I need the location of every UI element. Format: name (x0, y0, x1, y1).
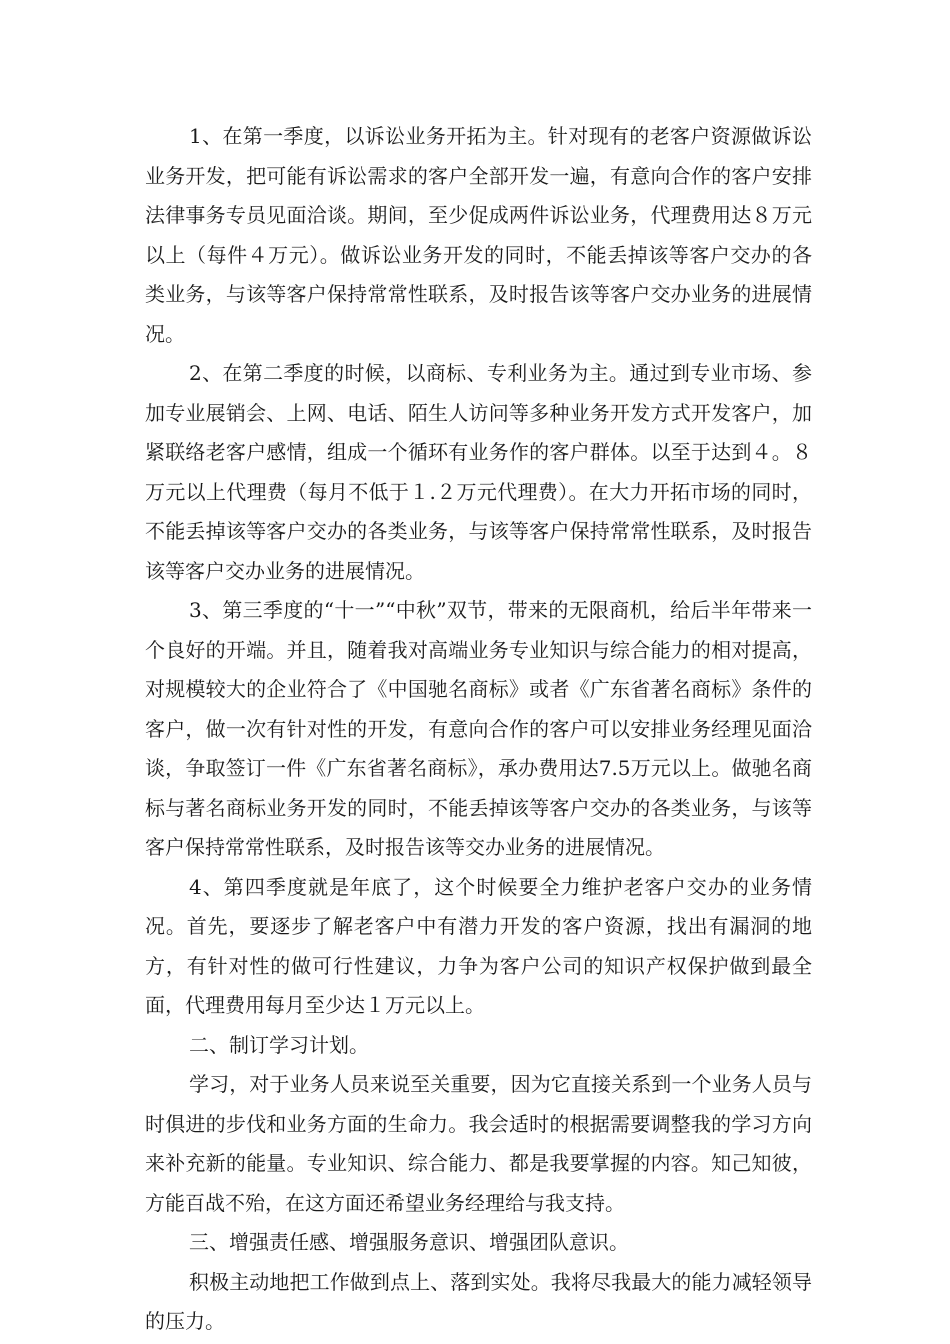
paragraph-q3-plan: 3、第三季度的“十一”“中秋”双节，带来的无限商机，给后半年带来一个良好的开端。并且，随着我对高端业务专业知识与综合能力的相对提高，对规模较大的企业符合了《中国驰名商标》或者《广东省著名商标》条件的客户，做一次有针对性的开发，有意向合作的客户可以安排业务经理见面洽谈，争取签订一件《广东省著名商标》，承办费用达7.5万元以上。做驰名商标与著名商标业务开发的同时，不能丢掉该等客户交办的各类业务，与该等客户保持常常性联系，及时报告该等交办业务的进展情况。 (145, 598, 812, 859)
section-heading-study-plan: 二、制订学习计划。 (189, 1032, 369, 1057)
paragraph-study-plan: 学习，对于业务人员来说至关重要，因为它直接关系到一个业务人员与时俱进的步伐和业务方面的生命力。我会适时的根据需要调整我的学习方向来补充新的能量。专业知识、综合能力、都是我要掌握的内容。知己知彼，方能百战不殆，在这方面还希望业务经理给与我支持。 (145, 1072, 812, 1215)
paragraph-q2-plan: 2、在第二季度的时候，以商标、专利业务为主。通过到专业市场、参加专业展销会、上网、电话、陌生人访问等多种业务开发方式开发客户，加紧联络老客户感情，组成一个循环有业务作的客户群体。以至于达到４。８万元以上代理费（每月不低于１.２万元代理费）。在大力开拓市场的同时，不能丢掉该等客户交办的各类业务，与该等客户保持常常性联系，及时报告该等客户交办业务的进展情况。 (145, 361, 812, 583)
paragraph-q1-plan: 1、在第一季度，以诉讼业务开拓为主。针对现有的老客户资源做诉讼业务开发，把可能有诉讼需求的客户全部开发一遍，有意向合作的客户安排法律事务专员见面洽谈。期间，至少促成两件诉讼业务，代理费用达８万元以上（每件４万元）。做诉讼业务开发的同时，不能丢掉该等客户交办的各类业务，与该等客户保持常常性联系，及时报告该等客户交办业务的进展情况。 (145, 124, 812, 346)
section-heading-responsibility: 三、增强责任感、增强服务意识、增强团队意识。 (189, 1230, 629, 1254)
paragraph-q4-plan: 4、第四季度就是年底了，这个时候要全力维护老客户交办的业务情况。首先，要逐步了解老客户中有潜力开发的客户资源，找出有漏洞的地方，有针对性的做可行性建议，力争为客户公司的知识产权保护做到最全面，代理费用每月至少达１万元以上。 (145, 874, 812, 1017)
document-body (145, 117, 812, 1342)
paragraph-responsibility: 积极主动地把工作做到点上、落到实处。我将尽我最大的能力减轻领导的压力。 (145, 1269, 812, 1333)
